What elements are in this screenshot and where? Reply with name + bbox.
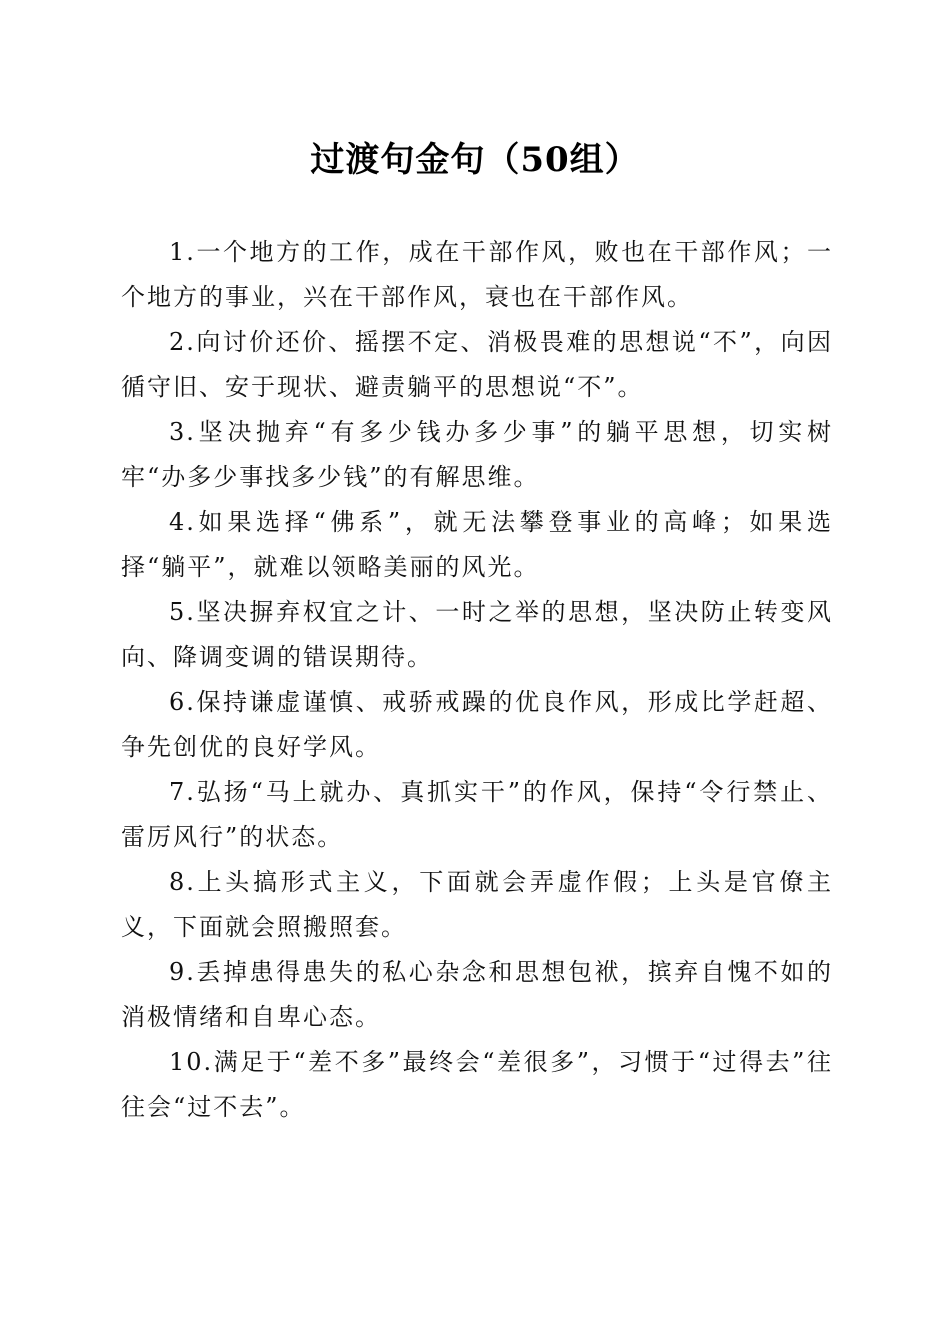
list-item: 7.弘扬“马上就办、真抓实干”的作风，保持“令行禁止、雷厉风行”的状态。 — [121, 778, 833, 851]
list-item: 6.保持谦虚谨慎、戒骄戒躁的优良作风，形成比学赶超、争先创优的良好学风。 — [121, 688, 833, 761]
list-item: 9.丢掉患得患失的私心杂念和思想包袱，摈弃自愧不如的消极情绪和自卑心态。 — [121, 958, 833, 1031]
list-item: 1.一个地方的工作，成在干部作风，败也在干部作风；一个地方的事业，兴在干部作风，衰也在干部作风。 — [121, 238, 833, 311]
document-body — [121, 230, 833, 1130]
list-item: 4.如果选择“佛系”，就无法攀登事业的高峰；如果选择“躺平”，就难以领略美丽的风光。 — [121, 508, 833, 581]
document-title: 过渡句金句（50组） — [310, 140, 640, 180]
list-item: 2.向讨价还价、摇摆不定、消极畏难的思想说“不”，向因循守旧、安于现状、避责躺平的思想说“不”。 — [121, 328, 833, 401]
list-item: 8.上头搞形式主义，下面就会弄虚作假；上头是官僚主义，下面就会照搬照套。 — [121, 868, 833, 941]
list-item: 3.坚决抛弃“有多少钱办多少事”的躺平思想，切实树牢“办多少事找多少钱”的有解思维。 — [121, 418, 833, 491]
list-item: 10.满足于“差不多”最终会“差很多”，习惯于“过得去”往往会“过不去”。 — [121, 1048, 833, 1121]
list-item: 5.坚决摒弃权宜之计、一时之举的思想，坚决防止转变风向、降调变调的错误期待。 — [121, 598, 833, 671]
